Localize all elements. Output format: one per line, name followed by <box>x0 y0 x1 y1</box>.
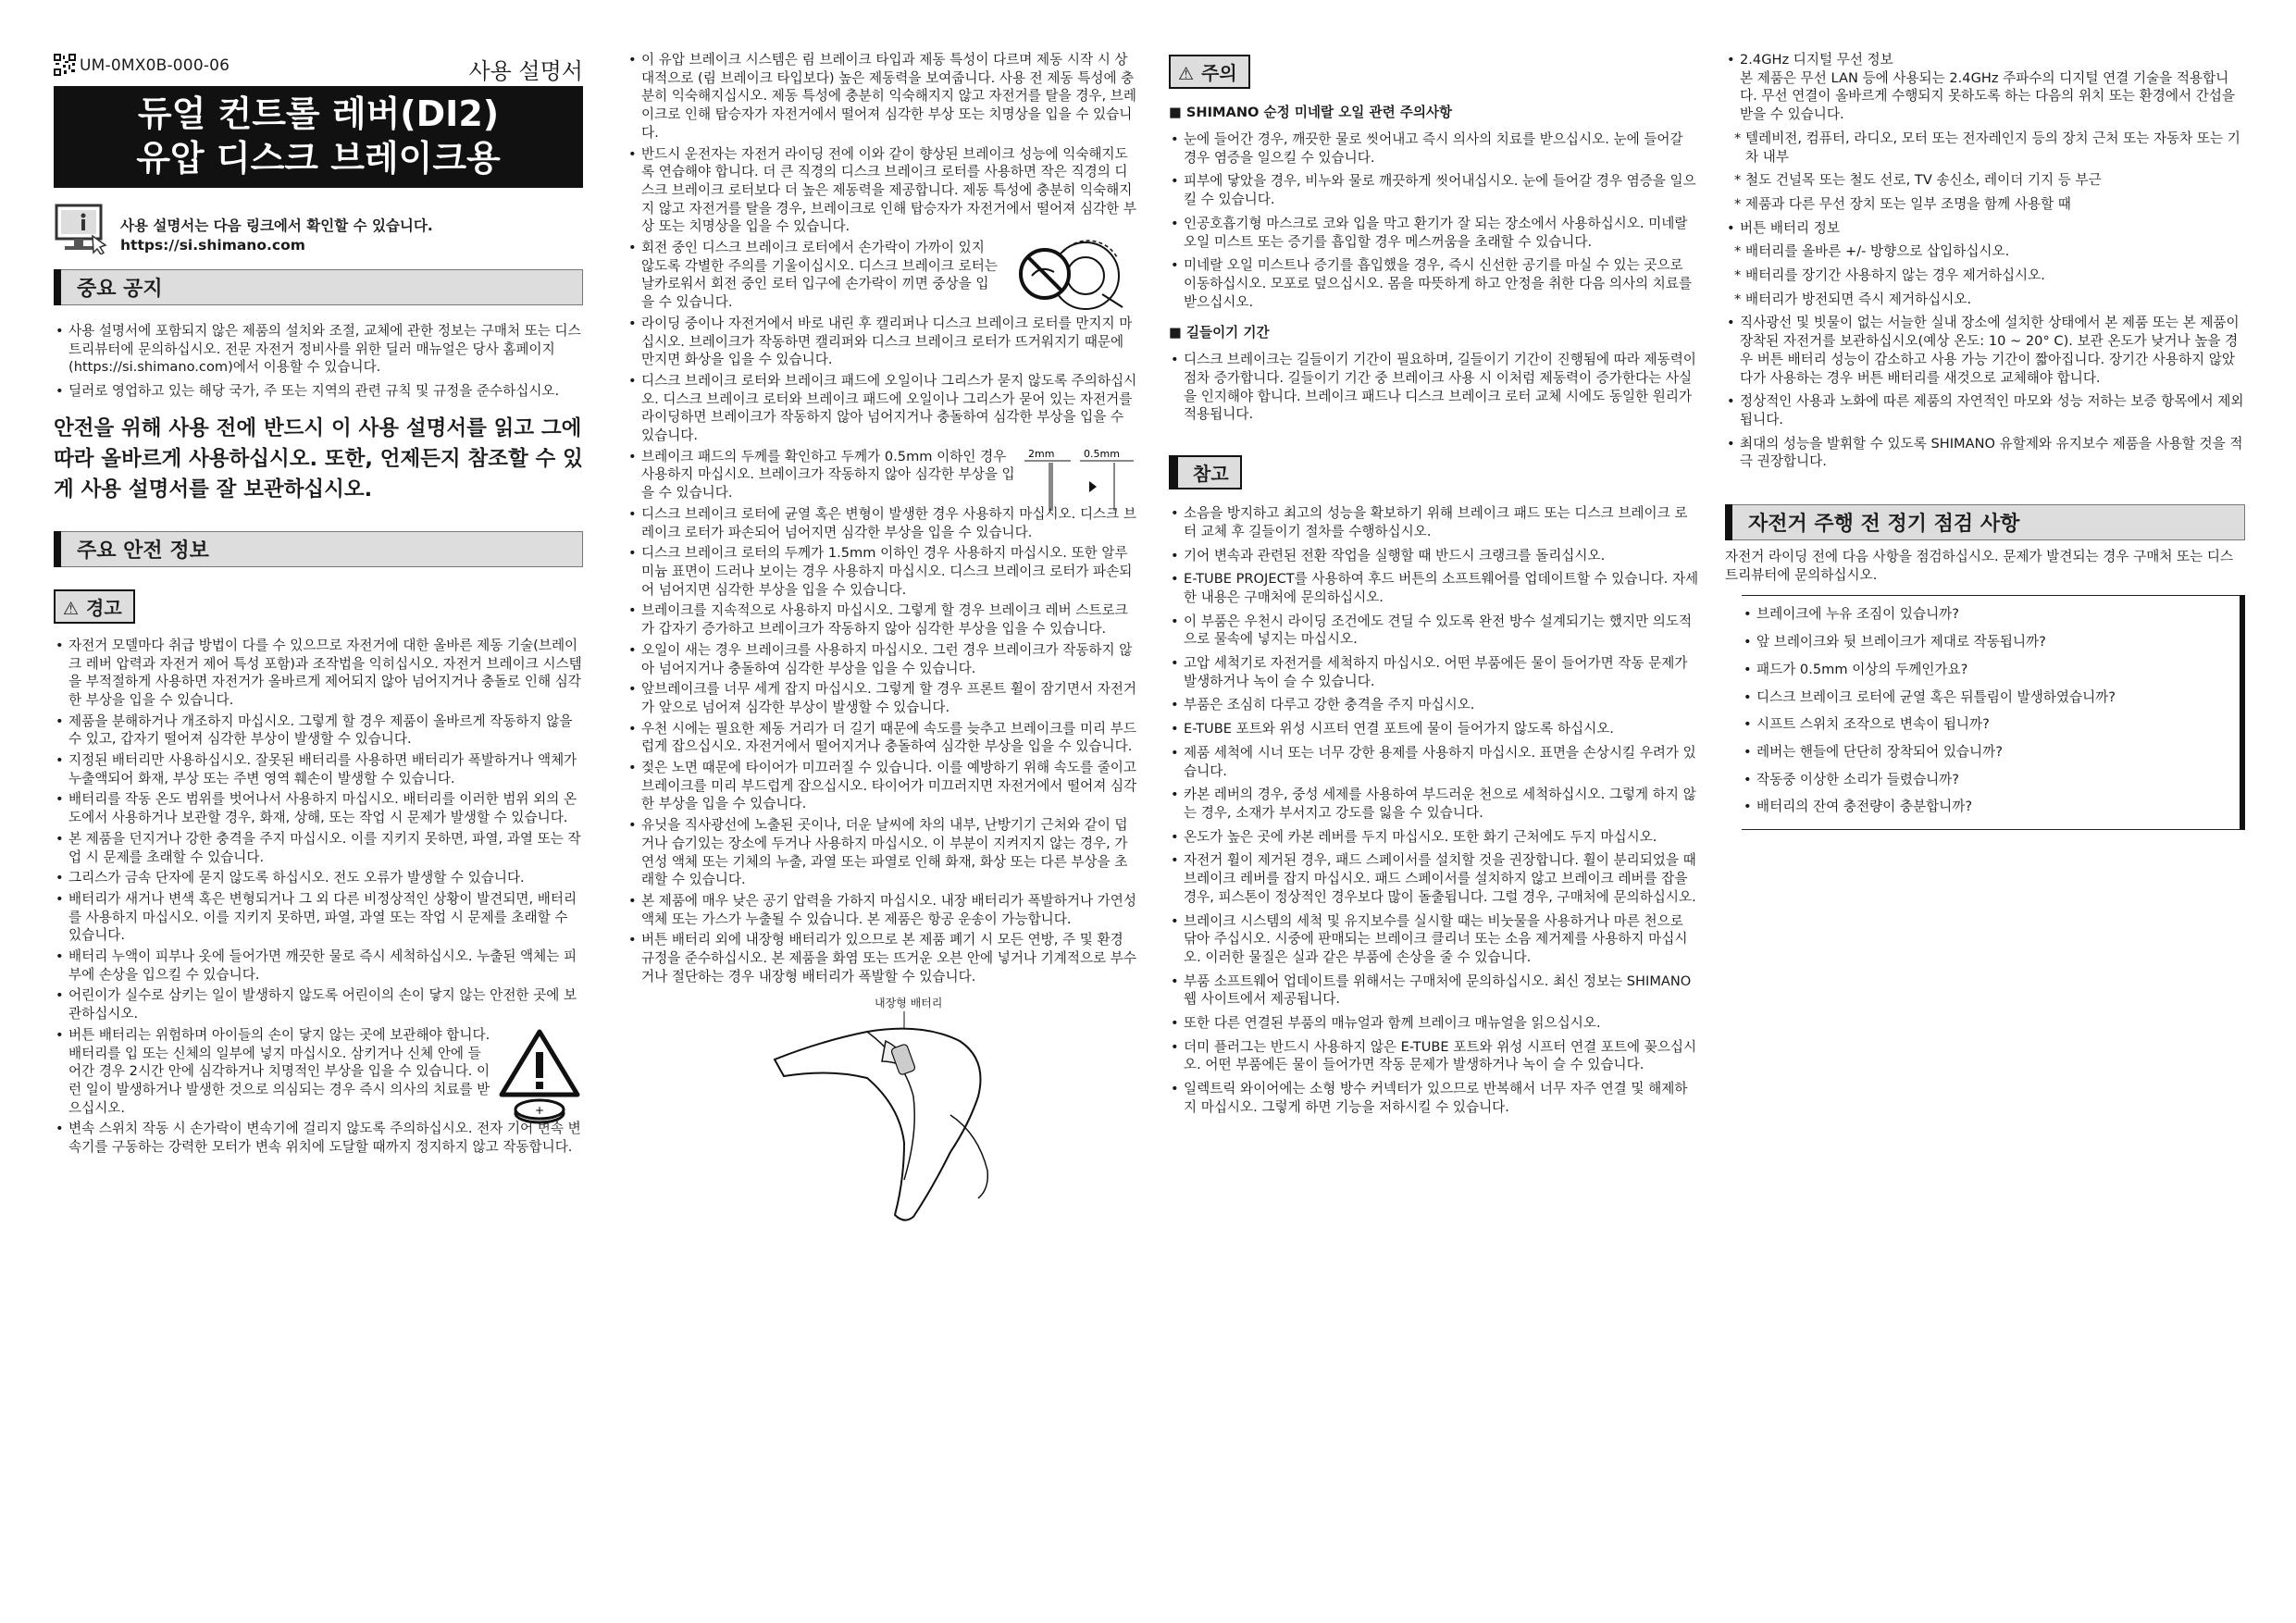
manual-link-line1: 사용 설명서는 다음 링크에서 확인할 수 있습니다. <box>120 217 433 234</box>
inspection-intro: 자전거 라이딩 전에 다음 사항을 점검하십시오. 문제가 발견되는 경우 구매처 또는 디스트리뷰터에 문의하십시오. <box>1725 549 2234 583</box>
section-heading-important-notice: 중요 공지 <box>54 269 583 305</box>
list-item: • 최대의 성능을 발휘할 수 있도록 SHIMANO 유할제와 유지보수 제품을 사용할 것을 적극 권장합니다. <box>1725 435 2245 471</box>
warning-list-col1 <box>54 637 583 1157</box>
list-item: • 딜러로 영업하고 있는 해당 국가, 주 또는 지역의 관련 규칙 및 규정을 준수하십시오. <box>54 382 583 401</box>
list-item: • 온도가 높은 곳에 카본 레버를 두지 마십시오. 또한 화기 근처에도 두지 마십시오. <box>1169 828 1699 847</box>
list-item: • 카본 레버의 경우, 중성 세제를 사용하여 부드러운 천으로 세척하십시오. 그렇게 하지 않는 경우, 소재가 부서지고 강도를 잃을 수 있습니다. <box>1169 786 1699 822</box>
list-item: • 일렉트릭 와이어에는 소형 방수 커넥터가 있으므로 반복해서 너무 자주 연결 및 해제하지 마십시오. 그렇게 하면 기능을 저하시킬 수 있습니다. <box>1169 1080 1699 1116</box>
list-item: • 본 제품에 매우 낮은 공기 압력을 가하지 마십시오. 내장 배터리가 폭발하거나 가연성 액체 또는 가스가 누출될 수 있습니다. 본 제품은 항공 운송이 가능합니다. <box>627 892 1137 928</box>
section-heading-inspection: 자전거 주행 전 정기 점검 사항 <box>1725 504 2245 540</box>
wireless-interference-list <box>1725 130 2245 214</box>
list-item: • 부품은 조심히 다루고 강한 충격을 주지 마십시오. <box>1169 696 1699 714</box>
dual-control-lever-drawing <box>765 1004 1043 1226</box>
list-item: • 디스크 브레이크 로터에 균열 혹은 변형이 발생한 경우 사용하지 마십시오. 디스크 브레이크 로터가 파손되어 넘어지면 심각한 부상을 입을 수 있습니다. <box>627 505 1137 541</box>
pad-label-2mm: 2mm <box>1028 447 1055 460</box>
list-item: • 디스크 브레이크는 길들이기 기간이 필요하며, 길들이기 기간이 진행됨에 따라 제동력이 점차 증가합니다. 길들이기 기간 중 브레이크 사용 시 이처럼 제동력이 증가한다는 사실을 인지해야 합니다. 브레이크 패드나 디스크 브레이크 로터 교체 시에도 동일한 원리가 적용됩니다. <box>1169 351 1699 424</box>
section-heading-safety: 주요 안전 정보 <box>54 531 583 567</box>
checklist-item: • 작동중 이상한 소리가 들렸습니까? <box>1742 771 2240 789</box>
checklist-item: • 브레이크에 누유 조짐이 있습니까? <box>1742 605 2240 624</box>
list-item: • 반드시 운전자는 자전거 라이딩 전에 이와 같이 향상된 브레이크 성능에 익숙해지도록 연습해야 합니다. 더 큰 직경의 디스크 브레이크 로터를 사용하면 작은 직경의 디스크 브레이크 로터보다 더 높은 제동력을 제공합니다. 제동 특성에 충분히 익숙해지지 않고 자전거를 탈을 경우, 브레이크로 인해 탑승자가 자전거에서 떨어져 심각한 부상 또는 치명상을 입을 수 있습니다. <box>627 145 1137 237</box>
list-item: • 자전거 휠이 제거된 경우, 패드 스페이서를 설치할 것을 권장합니다. 휠이 분리되었을 때 브레이크 레버를 잡지 마십시오. 패드 스페이서를 설치하지 않고 브레이크 레버를 잡을 경우, 피스톤이 정상적인 경우보다 많이 돌출됩니다. 그럴 경우, 구매처에 문의하십시오. <box>1169 851 1699 906</box>
checklist-item: • 패드가 0.5mm 이상의 두께인가요? <box>1742 661 2240 679</box>
list-item: • 배터리 누액이 피부나 옷에 들어가면 깨끗한 물로 즉시 세척하십시오. 누출된 액체는 피부에 손상을 입으킬 수 있습니다. <box>54 948 583 984</box>
oil-caution-list <box>1169 130 1699 311</box>
manual-link-url[interactable]: https://si.shimano.com <box>120 237 305 254</box>
list-item: • 정상적인 사용과 노화에 따른 제품의 자연적인 마모와 성능 저하는 보증 항목에서 제외됩니다. <box>1725 392 2245 428</box>
wireless-info <box>1725 51 2245 124</box>
warning-badge: ⚠ 경고 <box>54 589 135 624</box>
manual-link-text <box>120 217 433 255</box>
battery-info <box>1725 219 2245 238</box>
column-1 <box>54 51 583 1159</box>
battery-list <box>1725 242 2245 308</box>
list-item: • 직사광선 및 빗물이 없는 서늘한 실내 장소에 설치한 상태에서 본 제품 또는 본 제품이 장착된 자전거를 보관하십시오(예상 온도: 10 ~ 20° C). 보관 온도가 낮거나 높을 경우 버튼 배터리 성능이 감소하고 사용 가능 기간이 짧아집니다. 장기간 사용하지 않았다가 사용하는 경우 버튼 배터리를 새것으로 교체해야 합니다. <box>1725 314 2245 387</box>
list-item: • 눈에 들어간 경우, 깨끗한 물로 씻어내고 즉시 의사의 치료를 받으십시오. 눈에 들어갈 경우 염증을 일으킬 수 있습니다. <box>1169 130 1699 167</box>
list-item: • 사용 설명서에 포함되지 않은 제품의 설치와 조절, 교체에 관한 정보는 구매처 또는 디스트리뷰터에 문의하십시오. 전문 자전거 정비사를 위한 딜러 매뉴얼은 당사 홈페이지(https://si.shimano.com)에서 이용할 수 있습니다. <box>54 322 583 377</box>
storage-warranty-list <box>1725 314 2245 471</box>
column-2 <box>627 51 1137 1226</box>
document-id: UM-0MX0B-000-06 <box>80 56 230 75</box>
svg-text:+: + <box>534 1103 545 1117</box>
wireless-body: 본 제품은 무선 LAN 등에 사용되는 2.4GHz 주파수의 디지털 연결 기술을 적용합니다. 무선 연결이 올바르게 수행되지 못하도록 하는 다음의 위치 또는 환경에서 간섭을 받을 수 있습니다. <box>1740 69 2235 123</box>
checklist-item: • 시프트 스위치 조작으로 변속이 됩니까? <box>1742 715 2240 734</box>
checklist-item: • 앞 브레이크와 뒷 브레이크가 제대로 작동됩니까? <box>1742 633 2240 651</box>
list-item: * 철도 건널목 또는 철도 선로, TV 송신소, 레이더 기지 등 부근 <box>1725 171 2245 190</box>
list-item: * 배터리를 장기간 사용하지 않는 경우 제거하십시오. <box>1725 266 2245 285</box>
list-item: • 이 부품은 우천시 라이딩 조건에도 견딜 수 있도록 완전 방수 설계되기는 했지만 의도적으로 물속에 넣지는 마십시오. <box>1169 613 1699 649</box>
list-item: • 우천 시에는 필요한 제동 거리가 더 길기 때문에 속도를 늦추고 브레이크를 미리 부드럽게 잡으십시오. 자전거에서 떨어지거나 충돌하여 심각한 부상을 입을 수 있습니다. <box>627 720 1137 756</box>
list-item: * 텔레비전, 컴퓨터, 라디오, 모터 또는 전자레인지 등의 장치 근처 또는 자동차 또는 기차 내부 <box>1725 130 2245 166</box>
list-item: • 또한 다른 연결된 부품의 매뉴얼과 함께 브레이크 매뉴얼을 읽으십시오. <box>1169 1014 1699 1033</box>
list-item: • 앞브레이크를 너무 세게 잡지 마십시오. 그렇게 할 경우 프론트 휠이 잠기면서 자전거가 앞으로 넘어져 심각한 부상이 발생할 수 있습니다. <box>627 680 1137 716</box>
list-item: • 제품을 분해하거나 개조하지 마십시오. 그렇게 할 경우 제품이 올바르게 작동하지 않을 수 있고, 갑자기 떨어져 심각한 부상이 발생할 수 있습니다. <box>54 712 583 749</box>
list-item: • 소음을 방지하고 최고의 성능을 확보하기 위해 브레이크 패드 또는 디스크 브레이크 로터 교체 후 길들이기 절차를 수행하십시오. <box>1169 504 1699 540</box>
list-item: • 버튼 배터리는 위험하며 아이들의 손이 닿지 않는 곳에 보관해야 합니다. 배터리를 입 또는 신체의 일부에 넣지 마십시오. 삼키거나 신체 안에 들어간 경우 2시간 안에 심각하거나 치명적인 부상을 입을 수 있습니다. 이런 일이 발생하거나 발생한 것으로 의심되는 경우 즉시 의사의 치료를 받으십시오. + <box>54 1026 583 1118</box>
list-item: • 그리스가 금속 단자에 묻지 않도록 하십시오. 전도 오류가 발생할 수 있습니다. <box>54 869 583 887</box>
title-line-2: 유압 디스크 브레이크용 <box>136 138 501 179</box>
list-item: • E-TUBE PROJECT를 사용하여 후드 버튼의 소프트웨어를 업데이트할 수 있습니다. 자세한 내용은 구매처에 문의하십시오. <box>1169 570 1699 606</box>
important-notice-list <box>54 322 583 401</box>
list-item: • 자전거 모델마다 취급 방법이 다를 수 있으므로 자전거에 대한 올바른 제동 기술(브레이크 레버 압력과 자전거 제어 특성 포함)과 조작법을 익히십시오. 자전거 브레이크 시스템을 부적절하게 사용하면 자전거가 올바르게 제어되지 않아 넘어지거나 충돌로 인해 심각한 부상을 입을 수 있습니다. <box>54 637 583 710</box>
list-item: • 오일이 새는 경우 브레이크를 사용하지 마십시오. 그런 경우 브레이크가 작동하지 않아 넘어지거나 충돌하여 심각한 부상을 입을 수 있습니다. <box>627 641 1137 677</box>
warning-triangle-icon: ⚠ <box>63 598 80 619</box>
list-item: • 제품 세척에 시너 또는 너무 강한 용제를 사용하지 마십시오. 표면을 손상시킬 우려가 있습니다. <box>1169 744 1699 780</box>
lever-illustration <box>627 995 1137 1226</box>
qr-code-icon <box>54 54 76 76</box>
inspection-checklist <box>1742 595 2245 830</box>
list-item: • 어린이가 실수로 삼키는 일이 발생하지 않도록 어린이의 손이 닿지 않는 안전한 곳에 보관하십시오. <box>54 986 583 1022</box>
list-item: • 배터리가 새거나 변색 혹은 변형되거나 그 외 다른 비정상적인 상황이 발견되면, 배터리를 사용하지 마십시오. 이를 지키지 못하면, 파열, 과열 또는 작업 시 문제를 초래할 수 있습니다. <box>54 890 583 945</box>
list-item: • 디스크 브레이크 로터의 두께가 1.5mm 이하인 경우 사용하지 마십시오. 또한 알루미늄 표면이 드러나 보이는 경우 사용하지 마십시오. 디스크 브레이크 로터가 파손되어 넘어지면 심각한 부상을 입을 수 있습니다. <box>627 544 1137 599</box>
manual-link-row <box>54 203 583 269</box>
list-item: • E-TUBE 포트와 위성 시프터 연결 포트에 물이 들어가지 않도록 하십시오. <box>1169 720 1699 738</box>
list-item: • 본 제품을 던지거나 강한 충격을 주지 마십시오. 이를 지키지 못하면, 파열, 과열 또는 작업 시 문제를 초래할 수 있습니다. <box>54 830 583 866</box>
list-item: • 기어 변속과 관련된 전환 작업을 실행할 때 반드시 크랭크를 돌리십시오. <box>1169 547 1699 565</box>
safety-reading-note: 안전을 위해 사용 전에 반드시 이 사용 설명서를 읽고 그에 따라 올바르게 사용하십시오. 또한, 언제든지 참조할 수 있게 사용 설명서를 잘 보관하십시오. <box>54 415 583 502</box>
manual-label: 사용 설명서 <box>468 58 583 84</box>
caution-triangle-icon: ⚠ <box>1178 64 1195 84</box>
breakin-heading: ■ 길들이기 기간 <box>1169 322 1699 341</box>
list-item: • 배터리를 작동 온도 범위를 벗어나서 사용하지 마십시오. 배터리를 이러한 범위 외의 온도에서 사용하거나 보관할 경우, 화재, 상해, 또는 작업 시 문제가 발생할 수 있습니다. <box>54 790 583 826</box>
battery-title: • 버튼 배터리 정보 <box>1725 219 2245 238</box>
title-box <box>54 86 583 188</box>
doc-header <box>54 51 583 86</box>
list-item: • 브레이크 패드의 두께를 확인하고 두께가 0.5mm 이하인 경우 사용하지 마십시오. 브레이크가 작동하지 않아 심각한 부상을 입을 수 있습니다. 2mm 0.5mm <box>627 448 1137 502</box>
caution-badge: ⚠ 주의 <box>1169 55 1250 89</box>
wireless-title: • 2.4GHz 디지털 무선 정보 <box>1740 52 1893 68</box>
oil-caution-heading: ■ SHIMANO 순정 미네랄 오일 관련 주의사항 <box>1169 102 1699 121</box>
list-item: * 배터리가 방전되면 즉시 제거하십시오. <box>1725 291 2245 309</box>
list-item: • 변속 스위치 작동 시 손가락이 변속기에 걸리지 않도록 주의하십시오. 전자 기어 변속 변속기를 구동하는 강력한 모터가 변속 위치에 도달할 때까지 정지하지 않고 작동합니다. <box>54 1120 583 1156</box>
list-item: • 부품 소프트웨어 업데이트를 위해서는 구매처에 문의하십시오. 최신 정보는 SHIMANO 웹 사이트에서 제공됩니다. <box>1169 973 1699 1009</box>
list-item: • 디스크 브레이크 로터와 브레이크 패드에 오일이나 그리스가 묻지 않도록 주의하십시오. 디스크 브레이크 로터와 브레이크 패드에 오일이나 그리스가 묻어 있는 자전거를 라이딩하면 브레이크가 작동하지 않아 넘어지거나 충돌하여 심각한 부상을 입을 수 있습니다. <box>627 372 1137 445</box>
internal-battery-label: 내장형 배터리 <box>875 997 943 1010</box>
list-item: • 인공호흡기형 마스크로 코와 입을 막고 환기가 잘 되는 장소에서 사용하십시오. 미네랄 오일 미스트 또는 증기를 흡입할 경우 메스꺼움을 초래할 수 있습니다. <box>1169 215 1699 251</box>
title-line-1: 듀얼 컨트롤 레버(DI2) <box>137 93 500 134</box>
list-item: • 회전 중인 디스크 브레이크 로터에서 손가락이 가까이 있지 않도록 각별한 주의를 기울이십시오. 디스크 브레이크 로터는 날카로워서 회전 중인 로터 입구에 손가락이 끼면 중상을 입을 수 있습니다. <box>627 239 1137 312</box>
pad-label-05mm: 0.5mm <box>1084 447 1120 460</box>
reference-badge: 참고 <box>1169 455 1242 489</box>
checklist-item: • 배터리의 잔여 충전량이 충분합니까? <box>1742 798 2240 816</box>
list-item: • 버튼 배터리 외에 내장형 배터리가 있으므로 본 제품 폐기 시 모든 연방, 주 및 환경 규정을 준수하십시오. 본 제품을 화염 또는 뜨거운 오븐 안에 넣거나 기계적으로 부수거나 절단하는 경우 내장형 배터리가 폭발할 수 있습니다. <box>627 931 1137 985</box>
list-item: • 라이딩 중이나 자전거에서 바로 내린 후 캘리퍼나 디스크 브레이크 로터를 만지지 마십시오. 브레이크가 작동하면 캘리퍼와 디스크 브레이크 로터가 뜨거워지기 때문에 만지면 화상을 입을 수 있습니다. <box>627 315 1137 369</box>
list-item: * 배터리를 올바른 +/- 방향으로 삽입하십시오. <box>1725 242 2245 261</box>
column-3 <box>1169 51 1699 1122</box>
list-item: • 브레이크를 지속적으로 사용하지 마십시오. 그렇게 할 경우 브레이크 레버 스트로크가 갑자기 증가하고 브레이크가 작동하지 않아 심각한 부상을 입을 수 있습니다. <box>627 601 1137 638</box>
list-item <box>1725 51 2245 124</box>
warning-list-col2 <box>627 51 1137 985</box>
list-item: • 젖은 노면 때문에 타이어가 미끄러질 수 있습니다. 이를 예방하기 위해 속도를 줄이고 브레이크를 미리 부드럽게 잡으십시오. 타이어가 미끄러지면 자전거에서 떨어져 심각한 부상을 입을 수 있습니다. <box>627 759 1137 813</box>
list-item: • 지정된 배터리만 사용하십시오. 잘못된 배터리를 사용하면 배터리가 폭발하거나 액체가 누출액되어 화재, 부상 또는 주변 영역 훼손이 발생할 수 있습니다. <box>54 751 583 787</box>
reference-list <box>1169 504 1699 1116</box>
breakin-list <box>1169 351 1699 424</box>
checklist-item: • 레버는 핸들에 단단히 장착되어 있습니까? <box>1742 743 2240 762</box>
list-item: • 이 유압 브레이크 시스템은 림 브레이크 타입과 제동 특성이 다르며 제동 시작 시 상대적으로 (림 브레이크 타입보다) 높은 제동력을 보여줍니다. 사용 전 제동 특성에 충분히 익숙해지십시오. 제동 특성에 충분히 익숙해지지 않고 자전거를 탈을 경우, 브레이크로 인해 탑승자가 자전거에서 떨어져 심각한 부상 또는 치명상을 입을 수 있습니다. <box>627 51 1137 142</box>
column-4 <box>1725 51 2245 830</box>
list-item: • 유닛을 직사광선에 노출된 곳이나, 더운 날씨에 차의 내부, 난방기기 근처와 같이 덥거나 습기있는 장소에 두거나 사용하지 마십시오. 이 부분이 지켜지지 않는 경우, 가연성 액체 또는 기체의 누출, 과열 또는 파열로 인해 화재, 화상 또는 다른 부상을 초래할 수 있습니다. <box>627 816 1137 889</box>
monitor-info-icon <box>54 203 109 254</box>
list-item: • 브레이크 시스템의 세척 및 유지보수를 실시할 때는 비눗물을 사용하거나 마른 천으로 닦아 주십시오. 시중에 판매되는 브레이크 클리너 또는 소음 제거제를 사용하지 마십시오. 이러한 물질은 실과 같은 부품에 손상을 줄 수 있습니다. <box>1169 912 1699 967</box>
list-item: • 더미 플러그는 반드시 사용하지 않은 E-TUBE 포트와 위성 시프터 연결 포트에 꽂으십시오. 어떤 부품에든 물이 들어가면 작동 문제가 발생하거나 녹이 슬 수 있습니다. <box>1169 1038 1699 1074</box>
button-battery-warning-icon <box>496 1028 583 1128</box>
pad-thickness-diagram <box>1021 448 1137 513</box>
list-item: * 제품과 다른 무선 장치 또는 일부 조명을 함께 사용할 때 <box>1725 195 2245 214</box>
no-finger-rotor-icon <box>1008 239 1137 315</box>
list-item: • 피부에 닿았을 경우, 비누와 물로 깨끗하게 씻어내십시오. 눈에 들어갈 경우 염증을 일으킬 수 있습니다. <box>1169 172 1699 208</box>
list-item: • 고압 세척기로 자전거를 세척하지 마십시오. 어떤 부품에든 물이 들어가면 작동 문제가 발생하거나 녹이 슬 수 있습니다. <box>1169 654 1699 690</box>
checklist-item: • 디스크 브레이크 로터에 균열 혹은 뒤틀림이 발생하였습니까? <box>1742 688 2240 707</box>
list-item: • 미네랄 오일 미스트나 증기를 흡입했을 경우, 즉시 신선한 공기를 마실 수 있는 곳으로 이동하십시오. 모포로 덮으십시오. 몸을 따뜻하게 하고 안정을 취한 다음 의사의 치료를 받으십시오. <box>1169 256 1699 311</box>
